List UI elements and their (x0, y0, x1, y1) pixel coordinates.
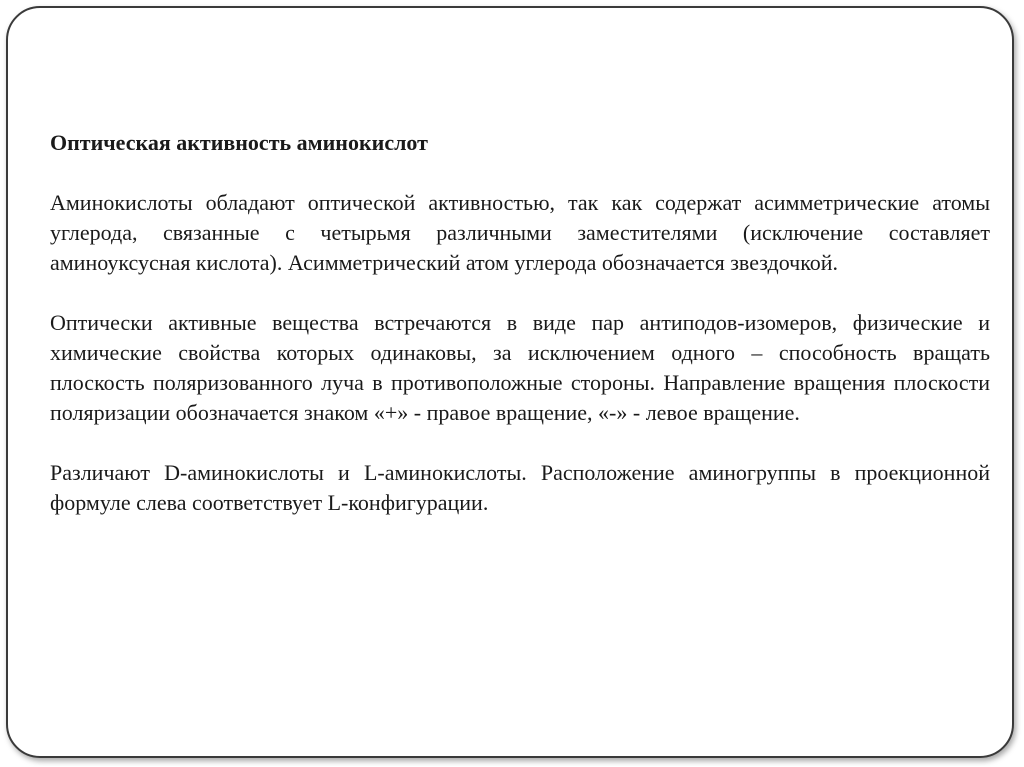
paragraph-antipodes: Оптически активные вещества встречаются в виде пар антиподов-изомеров, физические и химические свойства которых одинаковы, за исключением одного – способность вращать плоскость поляризованного луча в противоположные стороны. Направление вращения плоскости поляризации обозначается знаком «+» - правое вращение, «-» - левое вращение. (50, 310, 990, 425)
slide-frame (6, 6, 1014, 758)
slide-heading: Оптическая активность аминокислот (50, 130, 428, 155)
paragraph-optical-activity: Аминокислоты обладают оптической активностью, так как содержат асимметрические атомы углерода, связанные с четырьмя различными заместителями (исключение составляет аминоуксусная кислота). Асимметрический атом углерода обозначается звездочкой. (50, 190, 990, 275)
paragraph-d-l-configuration: Различают D-аминокислоты и L-аминокислоты. Расположение аминогруппы в проекционной формуле слева соответствует L-конфигурации. (50, 460, 990, 515)
slide-content (50, 128, 990, 548)
